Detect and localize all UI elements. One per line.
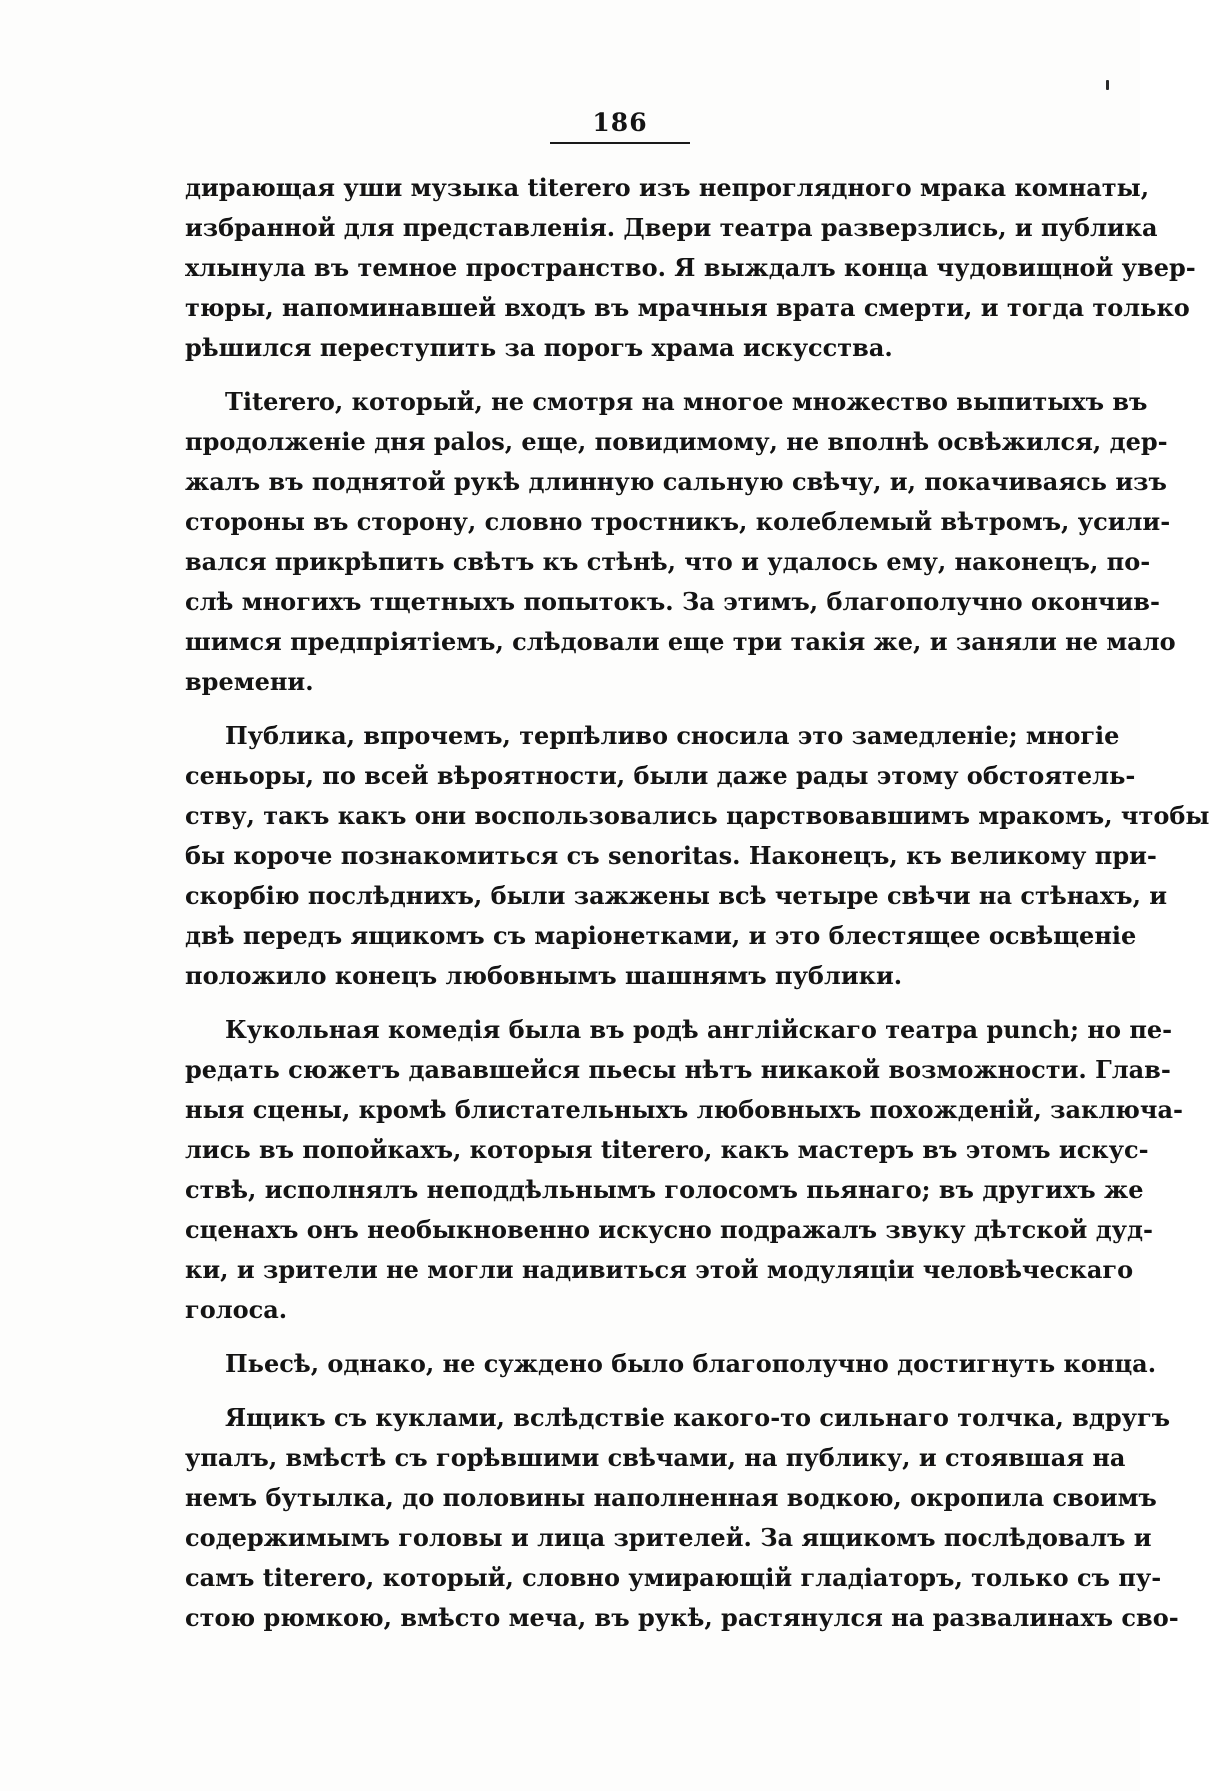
- text-line: ныя сцены, кромѣ блистательныхъ любовныхъ похожденій, заключа-: [185, 1095, 1183, 1124]
- text-line: жалъ въ поднятой рукѣ длинную сальную свѣчу, и, покачиваясь изъ: [185, 467, 1167, 496]
- text-line: немъ бутылка, до половины наполненная водкою, окропила своимъ: [185, 1483, 1157, 1512]
- text-line: содержимымъ головы и лица зрителей. За ящикомъ послѣдовалъ и: [185, 1523, 1152, 1552]
- text-line: редать сюжетъ дававшейся пьесы нѣтъ никакой возможности. Глав-: [185, 1055, 1171, 1084]
- text-line: положило конецъ любовнымъ шашнямъ публики.: [185, 961, 903, 990]
- text-line: шимся предпріятіемъ, слѣдовали еще три такія же, и заняли не мало: [185, 627, 1176, 656]
- text-line: Публика, впрочемъ, терпѣливо сносила это замедленіе; многіе: [225, 721, 1120, 750]
- text-line: стою рюмкою, вмѣсто меча, въ рукѣ, растянулся на развалинахъ сво-: [185, 1603, 1179, 1632]
- paragraph: [185, 1398, 1179, 1638]
- text-line: дирающая уши музыка titerero изъ непроглядного мрака комнаты,: [185, 173, 1150, 202]
- paragraph: [185, 382, 1176, 702]
- text-line: бы короче познакомиться съ senoritas. Наконецъ, къ великому при-: [185, 841, 1157, 870]
- text-line: ству, такъ какъ они воспользовались царствовавшимъ мракомъ, чтобы: [185, 801, 1209, 830]
- text-line: упалъ, вмѣстѣ съ горѣвшими свѣчами, на публику, и стоявшая на: [185, 1443, 1126, 1472]
- text-line: вался прикрѣпить свѣтъ къ стѣнѣ, что и удалось ему, наконецъ, по-: [185, 547, 1151, 576]
- paragraph: [185, 1010, 1183, 1330]
- text-line: хлынула въ темное пространство. Я выждалъ конца чудовищной увер-: [185, 253, 1196, 282]
- scan-speck: [1106, 80, 1109, 90]
- paragraph: [185, 1344, 1157, 1384]
- text-line: скорбію послѣднихъ, были зажжены всѣ четыре свѣчи на стѣнахъ, и: [185, 881, 1168, 910]
- paragraph: [185, 168, 1196, 368]
- paragraph: [185, 716, 1209, 996]
- text-line: Ящикъ съ куклами, вслѣдствіе какого-то сильнаго толчка, вдругъ: [225, 1403, 1171, 1432]
- text-line: самъ titerero, который, словно умирающій гладіаторъ, только съ пу-: [185, 1563, 1162, 1592]
- text-line: сценахъ онъ необыкновенно искусно подражалъ звуку дѣтской дуд-: [185, 1215, 1154, 1244]
- page-number-rule: [550, 142, 690, 144]
- text-line: двѣ передъ ящикомъ съ маріонетками, и это блестящее освѣщеніе: [185, 921, 1137, 950]
- text-line: Пьесѣ, однако, не суждено было благополучно достигнуть конца.: [225, 1349, 1157, 1378]
- text-line: ствѣ, исполнялъ неподдѣльнымъ голосомъ пьянаго; въ другихъ же: [185, 1175, 1144, 1204]
- text-line: избранной для представленія. Двери театра разверзлись, и публика: [185, 213, 1158, 242]
- text-line: времени.: [185, 667, 314, 696]
- text-line: слѣ многихъ тщетныхъ попытокъ. За этимъ, благополучно окончив-: [185, 587, 1160, 616]
- text-line: тюры, напоминавшей входъ въ мрачныя врата смерти, и тогда только: [185, 293, 1190, 322]
- text-line: Кукольная комедія была въ родѣ англійскаго театра punch; но пе-: [225, 1015, 1173, 1044]
- text-line: продолженіе дня palos, еще, повидимому, не вполнѣ освѣжился, дер-: [185, 427, 1168, 456]
- body-text: [185, 168, 1209, 1638]
- page-number: 186: [592, 108, 648, 137]
- text-line: сеньоры, по всей вѣроятности, были даже рады этому обстоятель-: [185, 761, 1136, 790]
- text-line: ки, и зрители не могли надивиться этой модуляціи человѣческаго: [185, 1255, 1134, 1284]
- text-line: голоса.: [185, 1295, 288, 1324]
- text-line: лись въ попойкахъ, которыя titerero, какъ мастеръ въ этомъ искус-: [185, 1135, 1149, 1164]
- text-line: рѣшился переступить за порогъ храма искусства.: [185, 333, 893, 362]
- text-line: стороны въ сторону, словно тростникъ, колеблемый вѣтромъ, усили-: [185, 507, 1171, 536]
- text-line: Titerero, который, не смотря на многое множество выпитыхъ въ: [225, 387, 1148, 416]
